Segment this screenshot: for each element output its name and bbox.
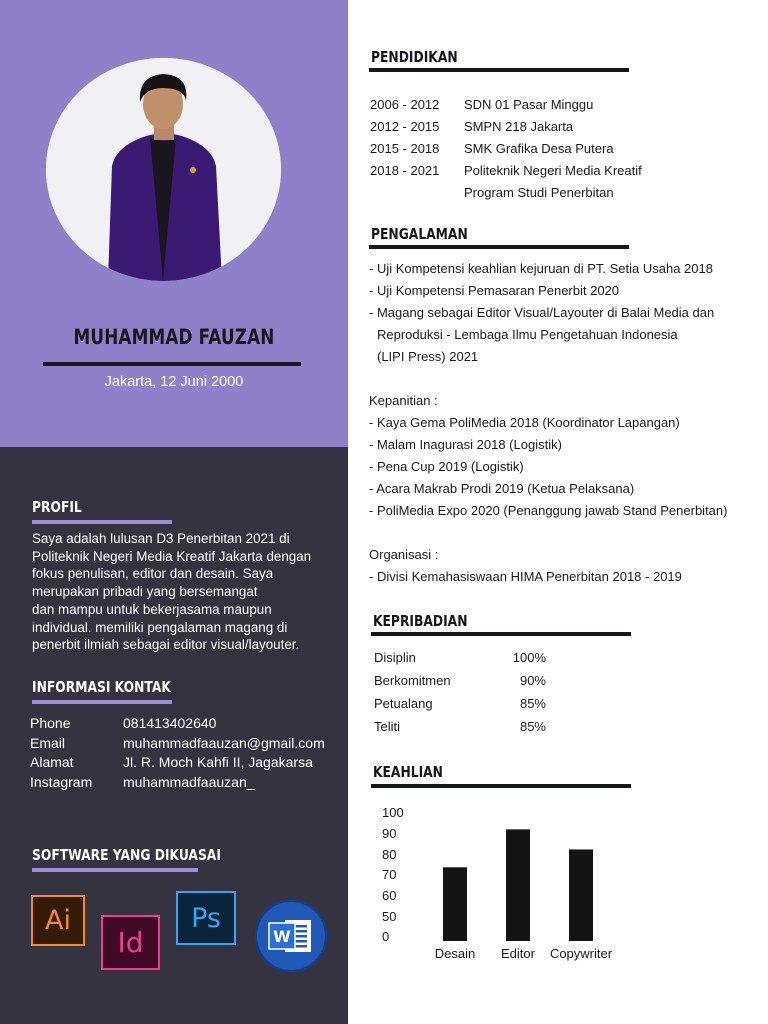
contact-label: Phone [30,715,71,731]
profile-photo [46,58,281,281]
committee-item: - Malam Inagurasi 2018 (Logistik) [369,437,562,452]
x-category-label: Desain [434,946,476,961]
experience-heading: PENGALAMAN [371,225,468,243]
education-row [370,116,642,138]
committee-item: - Kaya Gema PoliMedia 2018 (Koordinator Lapangan) [369,415,680,430]
personality-row [374,715,546,738]
personality-value: 85% [519,719,546,734]
photoshop-label: Ps [191,902,221,934]
education-row [370,182,642,204]
skills-heading: KEAHLIAN [373,763,443,781]
contact-divider [32,700,172,704]
experience-item: (LIPI Press) 2021 [377,349,479,364]
spacer [369,522,727,544]
personality-trait: Petualang [374,696,433,711]
organization-label: Organisasi : [369,547,439,562]
profile-line: Saya adalah lulusan D3 Penerbitan 2021 di [32,531,290,546]
committee-label: Kepanitian : [369,393,438,408]
contact-row-email [30,734,348,754]
experience-divider [369,245,629,249]
y-tick-label: 60 [382,888,397,903]
contact-heading: INFORMASI KONTAK [32,678,171,696]
word-icon [255,900,327,972]
email-value: muhammadfaauzan@gmail.com [123,734,325,751]
education-school: Politeknik Negeri Media Kreatif [464,163,642,178]
person-image [46,58,281,281]
contact-list [30,714,348,792]
illustrator-icon [31,895,85,946]
experience-list [369,258,727,588]
education-years: 2018 - 2021 [370,163,440,178]
spacer [369,368,727,390]
profile-divider [32,520,172,524]
personality-divider [371,632,631,636]
organization-item: - Divisi Kemahasiswaan HIMA Penerbitan 2018 - 2019 [369,569,682,584]
birth-place-date: Jakarta, 12 Juni 2000 [104,374,244,390]
software-divider [32,868,198,872]
education-row [370,160,642,182]
profile-line: individual. memiliki pengalaman magang di [32,619,288,635]
contact-label: Instagram [30,773,93,790]
x-category-label: Editor [501,946,535,961]
address-value: Jl. R. Moch Kahfi II, Jagakarsa [123,754,313,771]
y-tick-label: 80 [382,847,397,862]
experience-item: - Uji Kompetensi Pemasaran Penerbit 2020 [369,283,620,298]
personality-row [374,692,546,715]
personality-list [374,646,546,738]
name-divider [43,362,301,366]
personality-trait: Berkomitmen [374,673,451,688]
skills-bar-chart [370,800,640,970]
bar-desain [443,867,467,941]
education-row [370,94,642,116]
profile-line: fokus penulisan, editor dan desain. Saya [32,566,274,582]
y-tick-label: 0 [382,929,390,944]
education-heading: PENDIDIKAN [371,48,458,66]
education-school: Program Studi Penerbitan [464,185,614,200]
y-tick-label: 70 [382,867,397,882]
contact-row-instagram [30,773,348,793]
contact-label: Alamat [30,754,74,771]
indesign-icon [101,915,160,970]
experience-item: - Magang sebagai Editor Visual/Layouter di Balai Media dan [369,305,715,320]
software-heading: SOFTWARE YANG DIKUASAI [32,846,221,864]
instagram-value: muhammadfaauzan_ [123,773,255,790]
indesign-label: Id [117,926,144,959]
experience-item: - Uji Kompetensi keahlian kejuruan di PT. Setia Usaha 2018 [369,261,713,276]
profile-line: dan mampu untuk bekerjasama maupun [32,601,272,617]
education-row [370,138,642,160]
person-name: MUHAMMAD FAUZAN [73,325,275,349]
personality-row [374,646,546,669]
profile-line: merupakan pribadi yang bersemangat [32,584,258,600]
y-tick-label: 100 [382,805,404,820]
education-school: SMK Grafika Desa Putera [464,141,614,156]
personality-trait: Disiplin [374,650,416,665]
personality-value: 100% [512,650,546,665]
y-tick-label: 90 [382,826,397,841]
personality-trait: Teliti [374,719,401,734]
committee-item: - Pena Cup 2019 (Logistik) [369,459,524,474]
personality-value: 90% [519,673,546,688]
profile-heading: PROFIL [32,498,82,516]
word-logo [255,900,327,972]
personality-row [374,669,546,692]
education-years: 2006 - 2012 [370,97,440,112]
word-label: W [273,927,291,946]
bar-copywriter [569,849,593,941]
profile-text [32,530,344,654]
education-years: 2015 - 2018 [370,141,440,156]
education-years: 2012 - 2015 [370,119,440,134]
education-school: SDN 01 Pasar Minggu [464,97,594,112]
education-list [370,94,642,204]
illustrator-label: Ai [45,905,71,936]
phone-value: 081413402640 [123,715,217,731]
committee-item: - Acara Makrab Prodi 2019 (Ketua Pelaksana) [369,481,635,496]
personality-value: 85% [519,696,546,711]
education-school: SMPN 218 Jakarta [464,119,574,134]
experience-item: Reproduksi - Lembaga Ilmu Pengetahuan Indonesia [377,327,678,342]
profile-line: Politeknik Negeri Media Kreatif Jakarta dengan [32,548,312,564]
contact-row-phone [30,714,348,734]
contact-label: Email [30,734,66,751]
skills-divider [371,784,631,788]
education-years [370,182,464,204]
bar-editor [506,829,530,941]
committee-item: - PoliMedia Expo 2020 (Penanggung jawab Stand Penerbitan) [369,503,728,518]
photoshop-icon [176,891,236,945]
personality-heading: KEPRIBADIAN [373,612,468,630]
x-category-label: Copywriter [549,946,613,961]
profile-line: penerbit ilmiah sebagai editor visual/layouter. [32,637,300,653]
education-divider [369,68,629,72]
contact-row-address [30,753,348,773]
y-tick-label: 50 [382,909,397,924]
